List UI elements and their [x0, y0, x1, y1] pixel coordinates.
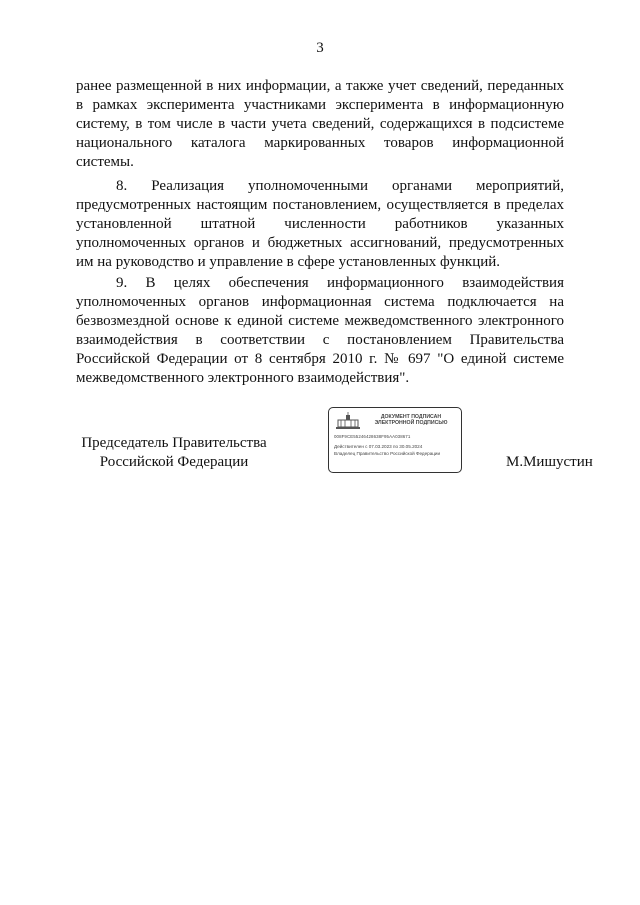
text-line: уполномоченных органов и бюджетных ассигнований, предусмотренных	[76, 235, 564, 251]
position-line: Российской Федерации	[99, 454, 249, 470]
text-line: национального каталога маркированных товаров информационной	[76, 135, 564, 151]
signatory-name: М.Мишустин	[506, 454, 593, 470]
government-building-icon	[335, 412, 361, 430]
text-line: безвозмездной основе к единой системе межведомственного электронного	[76, 313, 564, 329]
certificate-validity: Действителен с 07.03.2023 по 30.05.2024	[334, 444, 423, 449]
certificate-number: 008F9CE55246428638F95AA038671	[334, 434, 411, 439]
text-line: 9. В целях обеспечения информационного взаимодействия	[116, 275, 564, 291]
position-line: Председатель Правительства	[81, 435, 267, 451]
signatory-position	[80, 434, 268, 472]
text-line: Российской Федерации от 8 сентября 2010 г. № 697 "О единой системе	[76, 351, 564, 367]
text-line: 8. Реализация уполномоченными органами мероприятий,	[116, 178, 564, 194]
text-line: систему, в том числе в части учета сведений, содержащихся в подсистеме	[76, 116, 564, 132]
text-line: уполномоченных органов информационная система подключается на	[76, 294, 564, 310]
certificate-owner: Владелец Правительство Российской Федерации	[334, 451, 441, 456]
electronic-signature-stamp	[328, 407, 462, 473]
text-line: в рамках эксперимента участниками эксперимента в информационную	[76, 97, 564, 113]
text-line: предусмотренных настоящим постановлением, осуществляется в пределах	[76, 197, 564, 213]
page-number: 3	[316, 40, 324, 56]
stamp-title-line: ДОКУМЕНТ ПОДПИСАН	[380, 414, 442, 420]
text-line: системы.	[76, 154, 134, 170]
text-line: установленной штатной численности работников указанных	[76, 216, 564, 232]
stamp-title	[365, 414, 457, 427]
stamp-title-line: ЭЛЕКТРОННОЙ ПОДПИСЬЮ	[374, 420, 448, 427]
text-line: межведомственного электронного взаимодействия".	[76, 370, 410, 386]
text-line: взаимодействия в соответствии с постановлением Правительства	[76, 332, 564, 348]
text-line: ранее размещенной в них информации, а также учет сведений, переданных	[76, 78, 564, 94]
text-line: им на руководство и управление в сфере установленных функций.	[76, 254, 501, 270]
